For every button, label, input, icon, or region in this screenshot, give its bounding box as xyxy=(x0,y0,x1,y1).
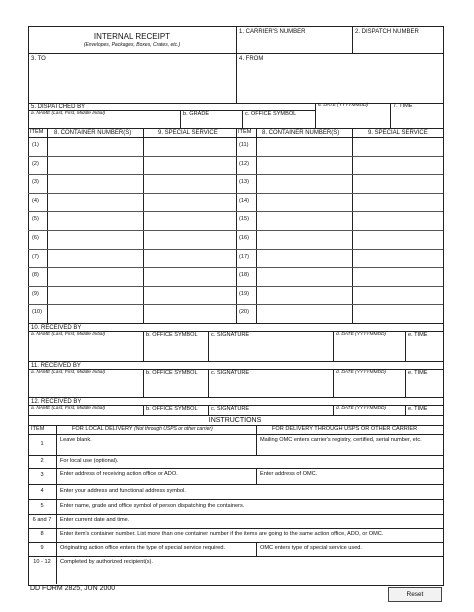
special-service-field-right[interactable] xyxy=(353,268,441,285)
from-label: 4. FROM xyxy=(239,56,264,62)
special-service-field-right[interactable] xyxy=(353,250,441,267)
instruction-carrier-text: Enter address of OMC. xyxy=(260,471,318,477)
form-id: DD FORM 2825, JUN 2000 xyxy=(30,585,116,592)
dispatched-grade-field[interactable] xyxy=(181,118,241,127)
container-number-field-right[interactable] xyxy=(257,138,351,155)
special-service-field-left[interactable] xyxy=(144,175,235,192)
instruction-item: 1 xyxy=(40,440,44,447)
received-signature-label: c. SIGNATURE xyxy=(211,370,250,376)
item-header-left: ITEM xyxy=(30,129,44,135)
container-number-field-left[interactable] xyxy=(48,157,142,174)
instructions-carrier-header: FOR DELIVERY THROUGH USPS OR OTHER CARRIER xyxy=(272,426,418,432)
item-number-left: (1) xyxy=(32,142,39,148)
received-by-heading: 10. RECEIVED BY xyxy=(31,325,82,331)
received-time-label: e. TIME xyxy=(408,370,428,376)
container-number-field-left[interactable] xyxy=(48,175,142,192)
special-service-field-left[interactable] xyxy=(144,212,235,229)
form-title: INTERNAL RECEIPT xyxy=(93,32,171,41)
item-number-right: (13) xyxy=(239,179,249,186)
special-service-field-left[interactable] xyxy=(144,194,235,211)
dispatched-by-label: 5. DISPATCHED BY xyxy=(31,104,86,110)
received-time-field[interactable] xyxy=(406,377,441,396)
received-name-label: a. NAME (Last, First, Middle Initial) xyxy=(31,406,106,411)
special-service-field-left[interactable] xyxy=(144,287,235,304)
container-numbers-header-left: 8. CONTAINER NUMBER(S) xyxy=(54,130,132,136)
to-field[interactable] xyxy=(29,63,235,102)
received-by-heading: 12. RECEIVED BY xyxy=(31,399,82,405)
instruction-item: 4 xyxy=(40,487,44,494)
item-number-left: (5) xyxy=(32,216,39,223)
received-office-symbol-label: b. OFFICE SYMBOL xyxy=(146,406,198,412)
dispatched-name-label: a. NAME (Last, First, Middle Initial) xyxy=(31,111,106,116)
item-number-left: (9) xyxy=(32,290,39,297)
received-time-label: e. TIME xyxy=(408,406,428,412)
container-numbers-header-right: 8. CONTAINER NUMBER(S) xyxy=(262,130,340,136)
item-number-left: (2) xyxy=(32,160,39,167)
received-signature-field[interactable] xyxy=(209,377,332,396)
instruction-item: 6 and 7 xyxy=(32,517,52,523)
instruction-local-text: Leave blank. xyxy=(60,437,92,443)
item-number-right: (15) xyxy=(239,216,249,223)
to-label: 3. TO xyxy=(31,56,46,62)
dispatch-number-label: 2. DISPATCH NUMBER xyxy=(355,29,419,35)
instruction-local-text: Completed by authorized recipient(s). xyxy=(60,559,153,565)
instruction-local-text: Enter current date and time. xyxy=(60,517,130,523)
special-service-header-left: 9. SPECIAL SERVICE xyxy=(158,130,218,136)
instruction-item: 5 xyxy=(40,502,44,509)
container-number-field-right[interactable] xyxy=(257,212,351,229)
instruction-item: 2 xyxy=(40,457,44,464)
instruction-carrier-text: OMC enters type of special service used. xyxy=(260,545,362,551)
received-office-symbol-field[interactable] xyxy=(144,339,207,360)
dispatch-number-field[interactable] xyxy=(353,36,441,52)
received-time-label: e. TIME xyxy=(408,332,428,338)
item-number-left: (8) xyxy=(32,272,39,279)
item-number-left: (10) xyxy=(32,309,42,316)
received-date-field[interactable] xyxy=(334,377,404,396)
dispatched-name-field[interactable] xyxy=(29,118,179,127)
special-service-field-left[interactable] xyxy=(144,138,235,155)
container-number-field-right[interactable] xyxy=(257,287,351,304)
special-service-field-right[interactable] xyxy=(353,212,441,229)
container-number-field-right[interactable] xyxy=(257,268,351,285)
item-number-left: (4) xyxy=(32,197,39,204)
item-number-right: (20) xyxy=(239,309,249,316)
received-office-symbol-label: b. OFFICE SYMBOL xyxy=(146,370,198,376)
received-name-field[interactable] xyxy=(29,339,142,360)
special-service-field-right[interactable] xyxy=(353,287,441,304)
instruction-local-text: Enter name, grade and office symbol of person dispatching the containers. xyxy=(60,502,245,509)
received-signature-label: c. SIGNATURE xyxy=(211,332,250,338)
dispatch-time-label: 7. TIME xyxy=(393,103,413,109)
container-number-field-left[interactable] xyxy=(48,250,142,267)
dispatched-office-symbol-field[interactable] xyxy=(243,118,314,127)
item-number-right: (19) xyxy=(239,290,249,297)
carriers-number-label: 1. CARRIER'S NUMBER xyxy=(239,29,306,35)
item-number-right: (16) xyxy=(239,235,249,241)
item-number-left: (3) xyxy=(32,179,39,186)
special-service-field-right[interactable] xyxy=(353,175,441,192)
container-number-field-right[interactable] xyxy=(257,250,351,267)
instructions-local-header-note: (Not through USPS or other carrier) xyxy=(134,426,213,432)
special-service-field-left[interactable] xyxy=(144,157,235,174)
container-number-field-right[interactable] xyxy=(257,231,351,248)
dispatched-office-symbol-label: c. OFFICE SYMBOL xyxy=(245,111,297,117)
special-service-field-right[interactable] xyxy=(353,194,441,211)
received-date-label: d. DATE (YYYYMMDD) xyxy=(336,406,387,411)
container-number-field-left[interactable] xyxy=(48,212,142,229)
received-signature-field[interactable] xyxy=(209,339,332,360)
container-number-field-left[interactable] xyxy=(48,305,142,322)
special-service-field-right[interactable] xyxy=(353,231,441,248)
container-number-field-left[interactable] xyxy=(48,231,142,248)
instructions-local-header-text: FOR LOCAL DELIVERY xyxy=(72,426,133,432)
container-number-field-left[interactable] xyxy=(48,194,142,211)
received-date-label: d. DATE (YYYYMMDD) xyxy=(336,370,387,375)
instruction-local-text: For local use (optional). xyxy=(60,457,119,464)
item-number-right: (12) xyxy=(239,160,249,167)
received-date-label: d. DATE (YYYYMMDD) xyxy=(336,332,387,337)
received-date-field[interactable] xyxy=(334,339,404,360)
container-number-field-right[interactable] xyxy=(257,157,351,174)
dispatch-time-field[interactable] xyxy=(391,111,441,127)
container-number-field-left[interactable] xyxy=(48,138,142,155)
carriers-number-field[interactable] xyxy=(237,36,351,52)
instruction-item: 10 - 12 xyxy=(33,559,51,565)
instruction-carrier-text: Mailing OMC enters carrier's registry, certified, serial number, etc. xyxy=(260,437,422,443)
instruction-local-text: Originating action office enters the type of special service required. xyxy=(60,545,226,551)
dispatched-grade-label: b. GRADE xyxy=(183,111,210,117)
item-number-left: (6) xyxy=(32,235,39,241)
instruction-local-text: Enter item's container number. List more than one container number if the items are going to the same action office, ADO, or OMC. xyxy=(60,531,384,537)
item-number-right: (17) xyxy=(239,253,249,260)
instruction-item: 9 xyxy=(40,545,44,551)
container-number-field-left[interactable] xyxy=(48,287,142,304)
item-number-left: (7) xyxy=(32,253,39,260)
form-subtitle: (Envelopes, Packages, Boxes, Crates, etc.) xyxy=(83,42,181,48)
special-service-field-right[interactable] xyxy=(353,138,441,155)
instruction-item: 3 xyxy=(40,472,44,478)
container-number-field-left[interactable] xyxy=(48,268,142,285)
received-by-heading: 11. RECEIVED BY xyxy=(31,363,81,369)
item-number-right: (18) xyxy=(239,272,249,279)
instructions-heading: INSTRUCTIONS xyxy=(208,417,262,424)
container-number-field-right[interactable] xyxy=(257,194,351,211)
dispatch-date-field[interactable] xyxy=(316,111,389,127)
received-name-label: a. NAME (Last, First, Middle Initial) xyxy=(31,370,106,375)
container-number-field-right[interactable] xyxy=(257,305,351,322)
from-field[interactable] xyxy=(237,63,441,102)
special-service-field-right[interactable] xyxy=(353,157,441,174)
instructions-item-header: ITEM xyxy=(31,426,45,432)
special-service-field-right[interactable] xyxy=(353,305,441,322)
received-office-symbol-field[interactable] xyxy=(144,377,207,396)
received-signature-label: c. SIGNATURE xyxy=(211,406,250,412)
instruction-local-text: Enter address of receiving action office or ADO. xyxy=(60,471,178,477)
instruction-item: 8 xyxy=(40,531,44,537)
received-time-field[interactable] xyxy=(406,339,441,360)
container-number-field-right[interactable] xyxy=(257,175,351,192)
special-service-header-right: 9. SPECIAL SERVICE xyxy=(368,130,428,136)
received-name-label: a. NAME (Last, First, Middle Initial) xyxy=(31,332,106,337)
item-number-right: (14) xyxy=(239,197,249,204)
instructions-local-header xyxy=(72,427,213,433)
special-service-field-left[interactable] xyxy=(144,250,235,267)
received-name-field[interactable] xyxy=(29,377,142,396)
dispatch-date-label: 6. DATE (YYYYMMDD) xyxy=(318,103,369,108)
special-service-field-left[interactable] xyxy=(144,268,235,285)
special-service-field-left[interactable] xyxy=(144,305,235,322)
special-service-field-left[interactable] xyxy=(144,231,235,248)
instruction-local-text: Enter your address and functional address symbol. xyxy=(60,487,186,494)
reset-button[interactable]: Reset xyxy=(388,587,442,602)
item-header-right: ITEM xyxy=(238,129,252,135)
item-number-right: (11) xyxy=(239,142,249,148)
received-office-symbol-label: b. OFFICE SYMBOL xyxy=(146,332,198,338)
